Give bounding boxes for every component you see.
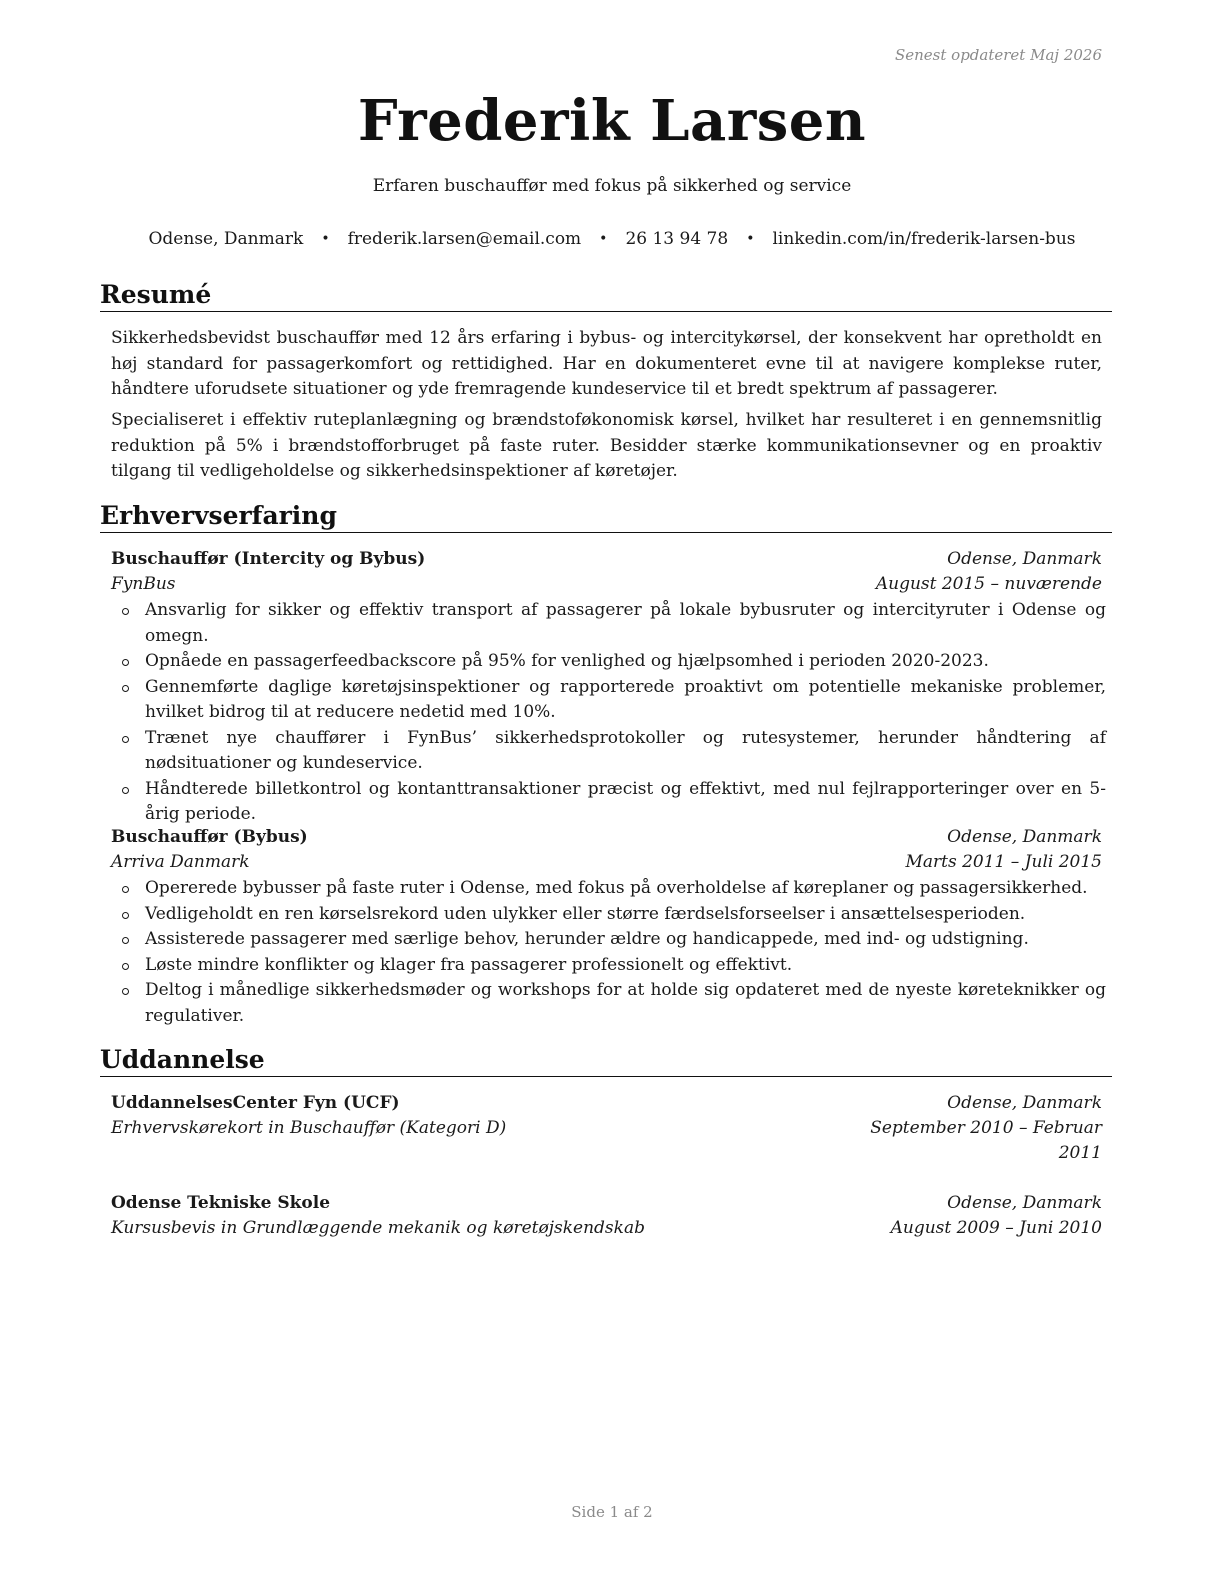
job-header (111, 547, 1102, 572)
summary-paragraph: Specialiseret i effektiv ruteplanlægning og brændstoføkonomisk kørsel, hvilket har resulteret i en gennemsnitlig reduktion på 5% i brændstofforbruget på faste ruter. Besidder stærke kommunikationsevner og en proaktiv tilgang til vedligeholdelse og sikkerhedsinspektioner af køretøjer. (111, 410, 1102, 481)
list-item: Opnåede en passagerfeedbackscore på 95% for venlighed og hjælpsomhed i perioden 2020-2023. (111, 649, 1106, 675)
summary-paragraph: Sikkerhedsbevidst buschauffør med 12 års erfaring i bybus- og intercitykørsel, der konsekvent har opretholdt en høj standard for passagerkomfort og rettidighed. Har en dokumenteret evne til at navigere komplekse ruter, håndtere uforudsete situationer og yde fremragende kundeservice til et bredt spektrum af passagerer. (111, 328, 1102, 399)
education-school: Odense Tekniske Skole (111, 1193, 331, 1213)
list-item: Trænet nye chauffører i FynBus’ sikkerhedsprotokoller og rutesystemer, herunder håndtering af nødsituationer og kundeservice. (111, 726, 1106, 777)
section-title-summary: Resumé (100, 280, 1112, 312)
page-number: Side 1 af 2 (571, 1503, 653, 1521)
contact-email[interactable]: frederik.larsen@email.com (347, 229, 582, 249)
job-company: FynBus (111, 574, 176, 594)
education-degree: Erhvervskørekort in Buschauffør (Kategori D) (111, 1118, 507, 1138)
list-item: Deltog i månedlige sikkerhedsmøder og workshops for at holde sig opdateret med de nyeste køreteknikker og regulativer. (111, 978, 1106, 1029)
list-item: Løste mindre konflikter og klager fra passagerer professionelt og effektivt. (111, 953, 1106, 979)
separator-dot: • (599, 231, 608, 247)
education-degree: Kursusbevis in Grundlæggende mekanik og køretøjskendskab (111, 1218, 645, 1238)
education-header (111, 1191, 1102, 1216)
contact-linkedin[interactable]: linkedin.com/in/frederik-larsen-bus (772, 229, 1076, 249)
education-dates: September 2010 – Februar 2011 (870, 1118, 1102, 1163)
list-item: Gennemførte daglige køretøjsinspektioner og rapporterede proaktivt om potentielle mekaniske problemer, hvilket bidrog til at reducere nedetid med 10%. (111, 675, 1106, 726)
tagline: Erfaren buschauffør med fokus på sikkerhed og service (372, 176, 852, 196)
job-role: Buschauffør (Bybus) (111, 827, 308, 847)
education-dates: August 2009 – Juni 2010 (890, 1218, 1102, 1238)
contact-phone[interactable]: 26 13 94 78 (625, 229, 729, 249)
list-item: Håndterede billetkontrol og kontanttransaktioner præcist og effektivt, med nul fejlrapporteringer over en 5-årig periode. (111, 777, 1106, 828)
job-company: Arriva Danmark (111, 852, 250, 872)
job-bullets (111, 598, 1106, 828)
separator-dot: • (746, 231, 755, 247)
job-role: Buschauffør (Intercity og Bybus) (111, 549, 426, 569)
job-location: Odense, Danmark (947, 827, 1102, 847)
job-bullets (111, 876, 1106, 1029)
list-item: Assisterede passagerer med særlige behov, herunder ældre og handicappede, med ind- og udstigning. (111, 927, 1106, 953)
last-updated: Senest opdateret Maj 2026 (894, 46, 1102, 64)
education-school: UddannelsesCenter Fyn (UCF) (111, 1093, 400, 1113)
contact-location: Odense, Danmark (148, 229, 304, 249)
education-header (111, 1091, 1102, 1116)
candidate-name: Frederik Larsen (357, 88, 867, 154)
list-item: Vedligeholdt en ren kørselsrekord uden ulykker eller større færdselsforseelser i ansættelsesperioden. (111, 902, 1106, 928)
job-dates: August 2015 – nuværende (875, 574, 1102, 594)
section-title-experience: Erhvervserfaring (100, 501, 1112, 533)
section-title-education: Uddannelse (100, 1045, 1112, 1077)
education-subheader (111, 1216, 1102, 1241)
education-subheader (111, 1116, 1102, 1166)
list-item: Ansvarlig for sikker og effektiv transport af passagerer på lokale bybusruter og intercityruter i Odense og omegn. (111, 598, 1106, 649)
list-item: Opererede bybusser på faste ruter i Odense, med fokus på overholdelse af køreplaner og passagersikkerhed. (111, 876, 1106, 902)
job-location: Odense, Danmark (947, 549, 1102, 569)
job-subheader (111, 850, 1102, 875)
job-header (111, 825, 1102, 850)
job-subheader (111, 572, 1102, 597)
education-location: Odense, Danmark (947, 1193, 1102, 1213)
contact-line (0, 229, 1224, 249)
education-location: Odense, Danmark (947, 1093, 1102, 1113)
separator-dot: • (321, 231, 330, 247)
job-dates: Marts 2011 – Juli 2015 (905, 852, 1102, 872)
